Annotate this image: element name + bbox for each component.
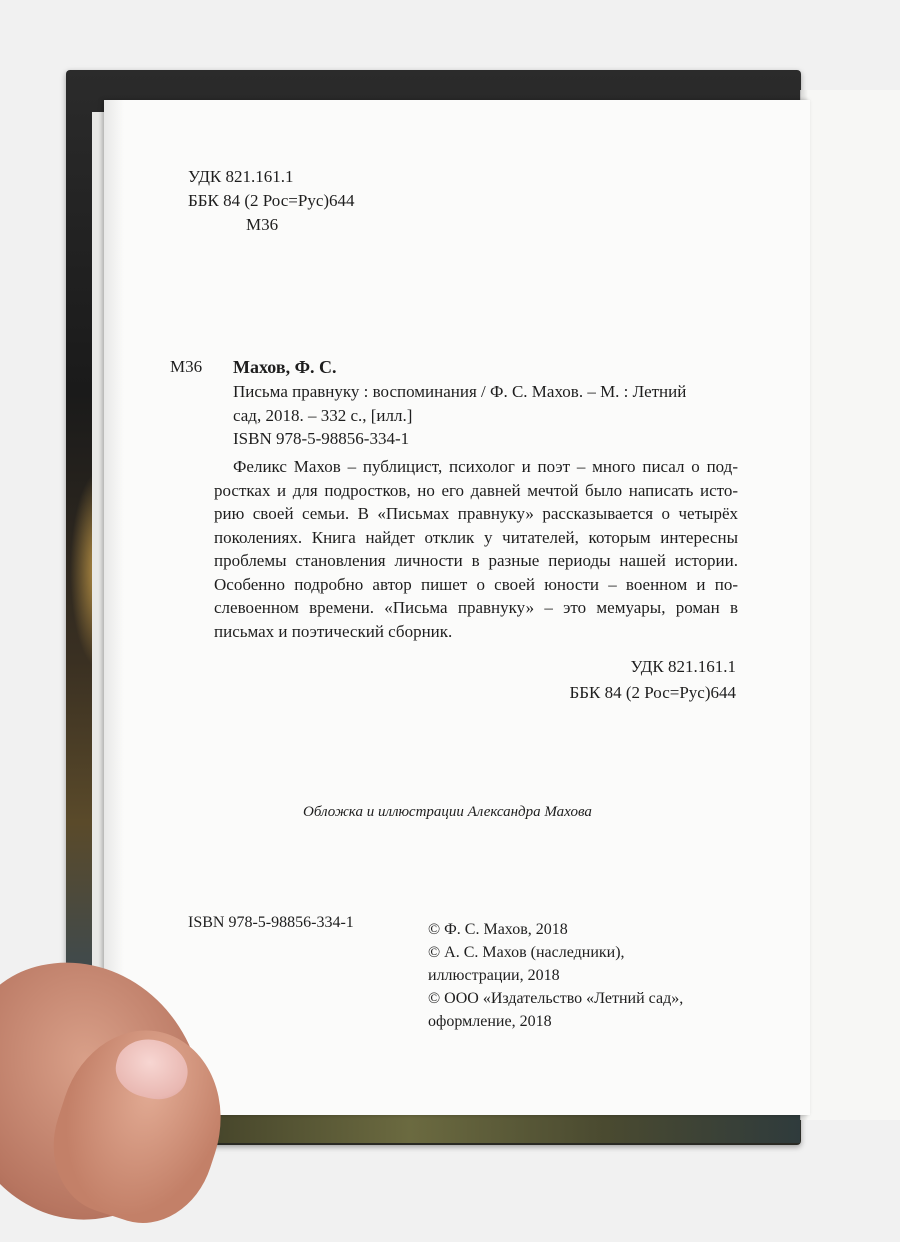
biblio-title-line: сад, 2018. – 332 с., [илл.] — [233, 405, 413, 425]
annotation-line: письмах и поэтический сборник. — [214, 621, 453, 641]
annotation-line: слевоенном времени. «Письма правнуку» – это мемуары, роман в — [214, 598, 738, 617]
udk-code: УДК 821.161.1 — [630, 657, 736, 676]
copyright-notices — [428, 918, 683, 1033]
annotation-line: Особенно подробно автор пишет о своей юности – военном и по- — [214, 574, 738, 594]
annotation-line: Феликс Махов – публицист, психолог и поэт – много писал о под- — [233, 457, 738, 476]
annotation-line: проблемы становления личности в разные периоды нашей истории. — [214, 551, 738, 570]
biblio-author-mark: М36 — [170, 357, 203, 376]
annotation-line: поколениях. Книга найдет отклик у читателей, которым интересны — [214, 527, 738, 547]
author-mark: М36 — [246, 215, 279, 234]
right-page — [800, 90, 900, 1120]
copyright-line: иллюстрации, 2018 — [428, 967, 560, 984]
bottom-isbn: ISBN 978-5-98856-334-1 — [188, 914, 354, 931]
udk-code: УДК 821.161.1 — [188, 167, 294, 186]
bibliographic-record — [233, 380, 738, 451]
copyright-line: © Ф. С. Махов, 2018 — [428, 921, 568, 938]
annotation-line: рию своей семьи. В «Письмах правнуку» рассказывается о четырёх — [214, 504, 738, 523]
bbk-code: ББК 84 (2 Рос=Рус)644 — [569, 683, 736, 702]
copyright-line: оформление, 2018 — [428, 1013, 552, 1030]
right-classification-codes — [569, 656, 736, 708]
page-edge-shadow — [104, 100, 124, 1115]
bbk-code: ББК 84 (2 Рос=Рус)644 — [188, 191, 355, 210]
biblio-author: Махов, Ф. С. — [233, 357, 337, 377]
illustrator-credit: Обложка и иллюстрации Александра Махова — [303, 804, 592, 820]
copyright-line: © ООО «Издательство «Летний сад», — [428, 990, 684, 1007]
annotation — [214, 455, 738, 643]
biblio-title-line: Письма правнуку : воспоминания / Ф. С. Махов. – М. : Летний — [233, 382, 687, 401]
annotation-line: ростках и для подростков, но его давней мечтой было написать исто- — [214, 480, 738, 500]
copyright-line: © А. С. Махов (наследники), — [428, 944, 625, 961]
biblio-isbn: ISBN 978-5-98856-334-1 — [233, 429, 410, 448]
top-classification-codes — [188, 166, 355, 238]
